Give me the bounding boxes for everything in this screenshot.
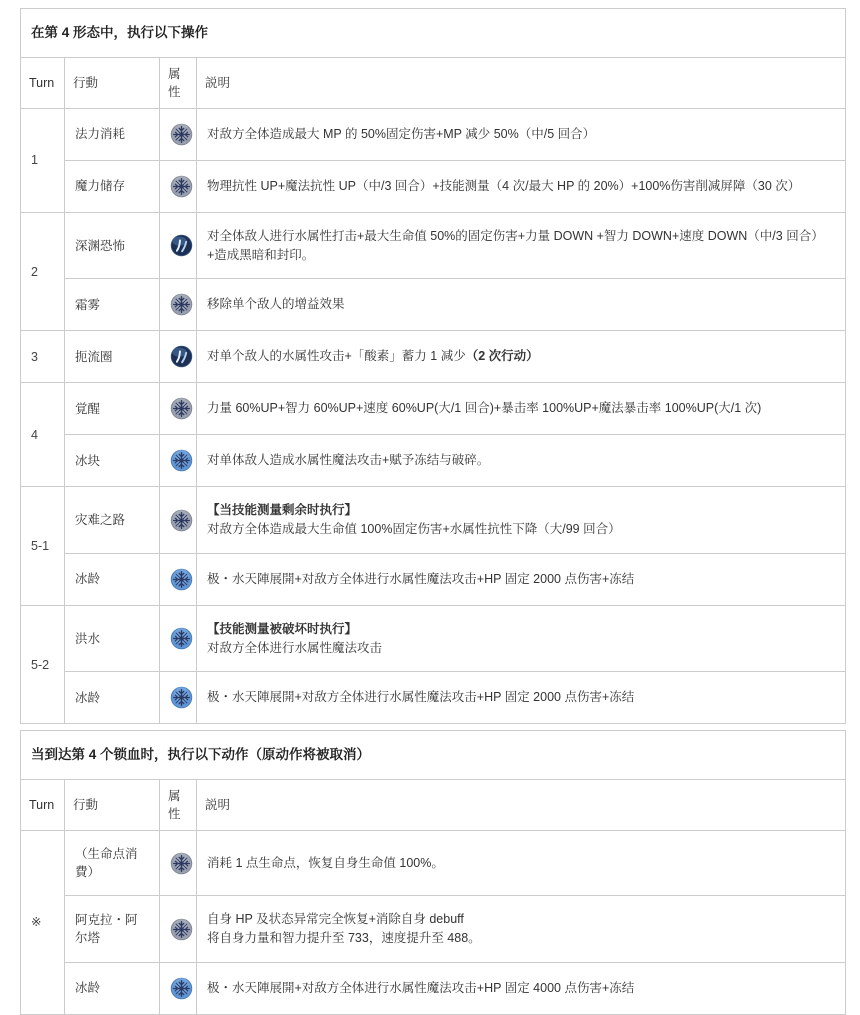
- action-table: [20, 8, 846, 724]
- description-segment: 力量 60%UP+智力 60%UP+速度 60%UP(大/1 回合)+暴击率 100%UP+魔法暴击率 100%UP(大/1 次): [207, 401, 762, 416]
- ice-element-icon: [170, 686, 193, 709]
- description-cell: [197, 962, 846, 1014]
- attribute-cell: [160, 279, 197, 331]
- action-cell: 覚醒: [65, 383, 160, 435]
- table-row: [21, 896, 846, 963]
- description-segment: 自身 HP 及状态异常完全恢复+消除自身 debuff: [207, 912, 464, 927]
- description-cell: [197, 435, 846, 487]
- description-line: [207, 125, 835, 144]
- none-element-icon: [170, 123, 193, 146]
- column-header-attribute: 属性: [160, 57, 197, 108]
- description-cell: [197, 896, 846, 963]
- ice-element-icon: [170, 627, 193, 650]
- turn-cell: 3: [21, 331, 65, 383]
- action-cell: 冰龄: [65, 672, 160, 724]
- description-segment: 极・水天陣展開+对敌方全体进行水属性魔法攻击+HP 固定 2000 点伤害+冻结: [207, 690, 635, 705]
- description-segment: 移除单个敌人的增益效果: [207, 297, 345, 312]
- water-element-icon: [170, 234, 193, 257]
- attribute-cell: [160, 160, 197, 212]
- attribute-cell: [160, 331, 197, 383]
- attribute-cell: [160, 831, 197, 896]
- action-cell: 魔力储存: [65, 160, 160, 212]
- table-row: [21, 962, 846, 1014]
- description-line: [207, 854, 835, 873]
- table-row: [21, 212, 846, 279]
- action-cell: 阿克拉・阿尔塔: [65, 896, 160, 963]
- action-cell: 扼流圈: [65, 331, 160, 383]
- description-segment: 物理抗性 UP+魔法抗性 UP（中/3 回合）+技能测量（4 次/最大 HP 的 20%）+100%伤害削减屏障（30 次）: [207, 178, 801, 193]
- column-header-turn: Turn: [21, 57, 65, 108]
- description-cell: [197, 383, 846, 435]
- description-segment: 对全体敌人进行水属性打击+最大生命值 50%的固定伤害+力量 DOWN +智力 DOWN+速度 DOWN（中/3 回合）+造成黑暗和封印。: [207, 228, 824, 262]
- description-cell: [197, 331, 846, 383]
- description-segment: 对敌方全体造成最大 MP 的 50%固定伤害+MP 减少 50%（中/5 回合）: [207, 126, 596, 141]
- ice-element-icon: [170, 568, 193, 591]
- action-cell: 冰龄: [65, 553, 160, 605]
- column-header-description: 説明: [197, 57, 846, 108]
- column-header-turn: Turn: [21, 779, 65, 830]
- table-row: [21, 553, 846, 605]
- description-cell: [197, 605, 846, 672]
- description-line: [207, 399, 835, 418]
- action-cell: 冰龄: [65, 962, 160, 1014]
- description-line: [207, 620, 835, 639]
- description-cell: [197, 672, 846, 724]
- attribute-cell: [160, 487, 197, 554]
- description-bold-segment: 【当技能测量剩余时执行】: [207, 503, 358, 518]
- description-line: [207, 177, 835, 196]
- action-cell: 深渊恐怖: [65, 212, 160, 279]
- section-header-row: [21, 9, 846, 58]
- description-cell: [197, 553, 846, 605]
- description-segment: 对单体敌人造成水属性魔法攻击+赋予冻结与破碎。: [207, 453, 490, 468]
- sections-root: [20, 8, 845, 1015]
- description-line: [207, 570, 835, 589]
- column-header-action: 行動: [65, 779, 160, 830]
- attribute-cell: [160, 108, 197, 160]
- description-segment: 消耗 1 点生命点，恢复自身生命值 100%。: [207, 855, 444, 870]
- description-line: [207, 501, 835, 520]
- none-element-icon: [170, 918, 193, 941]
- description-line: [207, 347, 835, 366]
- none-element-icon: [170, 509, 193, 532]
- table-row: [21, 831, 846, 896]
- column-header-description: 説明: [197, 779, 846, 830]
- none-element-icon: [170, 397, 193, 420]
- attribute-cell: [160, 605, 197, 672]
- table-row: [21, 383, 846, 435]
- table-row: [21, 487, 846, 554]
- table-row: [21, 672, 846, 724]
- description-line: [207, 979, 835, 998]
- attribute-cell: [160, 553, 197, 605]
- description-bold-segment: 【技能测量被破坏时执行】: [207, 621, 358, 636]
- table-row: [21, 108, 846, 160]
- ice-element-icon: [170, 977, 193, 1000]
- section-header-row: [21, 731, 846, 780]
- description-cell: [197, 279, 846, 331]
- section-title: 当到达第 4 个锁血时，执行以下动作（原动作将被取消）: [21, 731, 846, 780]
- description-cell: [197, 108, 846, 160]
- action-cell: 洪水: [65, 605, 160, 672]
- table-row: [21, 605, 846, 672]
- attribute-cell: [160, 435, 197, 487]
- turn-cell: 2: [21, 212, 65, 331]
- attribute-cell: [160, 672, 197, 724]
- table-row: [21, 279, 846, 331]
- action-cell: 霜雾: [65, 279, 160, 331]
- description-cell: [197, 160, 846, 212]
- table-row: [21, 435, 846, 487]
- description-line: [207, 227, 835, 265]
- column-header-row: [21, 57, 846, 108]
- attribute-cell: [160, 896, 197, 963]
- action-cell: （生命点消費）: [65, 831, 160, 896]
- attribute-cell: [160, 212, 197, 279]
- action-cell: 灾难之路: [65, 487, 160, 554]
- attribute-cell: [160, 962, 197, 1014]
- description-line: [207, 295, 835, 314]
- description-cell: [197, 212, 846, 279]
- description-segment: 对单个敌人的水属性攻击+「酸素」蓄力 1 减少: [207, 349, 466, 364]
- description-segment: 对敌方全体进行水属性魔法攻击: [207, 640, 383, 655]
- turn-cell: ※: [21, 831, 65, 1015]
- turn-cell: 5-2: [21, 605, 65, 724]
- description-cell: [197, 487, 846, 554]
- description-line: [207, 910, 835, 929]
- turn-cell: 1: [21, 108, 65, 212]
- attribute-cell: [160, 383, 197, 435]
- water-element-icon: [170, 345, 193, 368]
- description-line: [207, 520, 835, 539]
- turn-cell: 5-1: [21, 487, 65, 606]
- description-cell: [197, 831, 846, 896]
- column-header-action: 行動: [65, 57, 160, 108]
- column-header-attribute: 属性: [160, 779, 197, 830]
- ice-element-icon: [170, 449, 193, 472]
- action-table: [20, 730, 846, 1015]
- table-row: [21, 331, 846, 383]
- table-row: [21, 160, 846, 212]
- description-segment: 将自身力量和智力提升至 733，速度提升至 488。: [207, 931, 481, 946]
- description-line: [207, 688, 835, 707]
- description-segment: 对敌方全体造成最大生命值 100%固定伤害+水属性抗性下降（大/99 回合）: [207, 522, 621, 537]
- description-line: [207, 451, 835, 470]
- description-segment: 极・水天陣展開+对敌方全体进行水属性魔法攻击+HP 固定 4000 点伤害+冻结: [207, 981, 635, 995]
- description-bold-segment: （2 次行动）: [465, 349, 539, 364]
- action-cell: 法力消耗: [65, 108, 160, 160]
- none-element-icon: [170, 175, 193, 198]
- none-element-icon: [170, 852, 193, 875]
- description-segment: 极・水天陣展開+对敌方全体进行水属性魔法攻击+HP 固定 2000 点伤害+冻结: [207, 571, 635, 586]
- action-cell: 冰块: [65, 435, 160, 487]
- section-title: 在第 4 形态中，执行以下操作: [21, 9, 846, 58]
- none-element-icon: [170, 293, 193, 316]
- description-line: [207, 929, 835, 948]
- turn-cell: 4: [21, 383, 65, 487]
- column-header-row: [21, 779, 846, 830]
- description-line: [207, 639, 835, 658]
